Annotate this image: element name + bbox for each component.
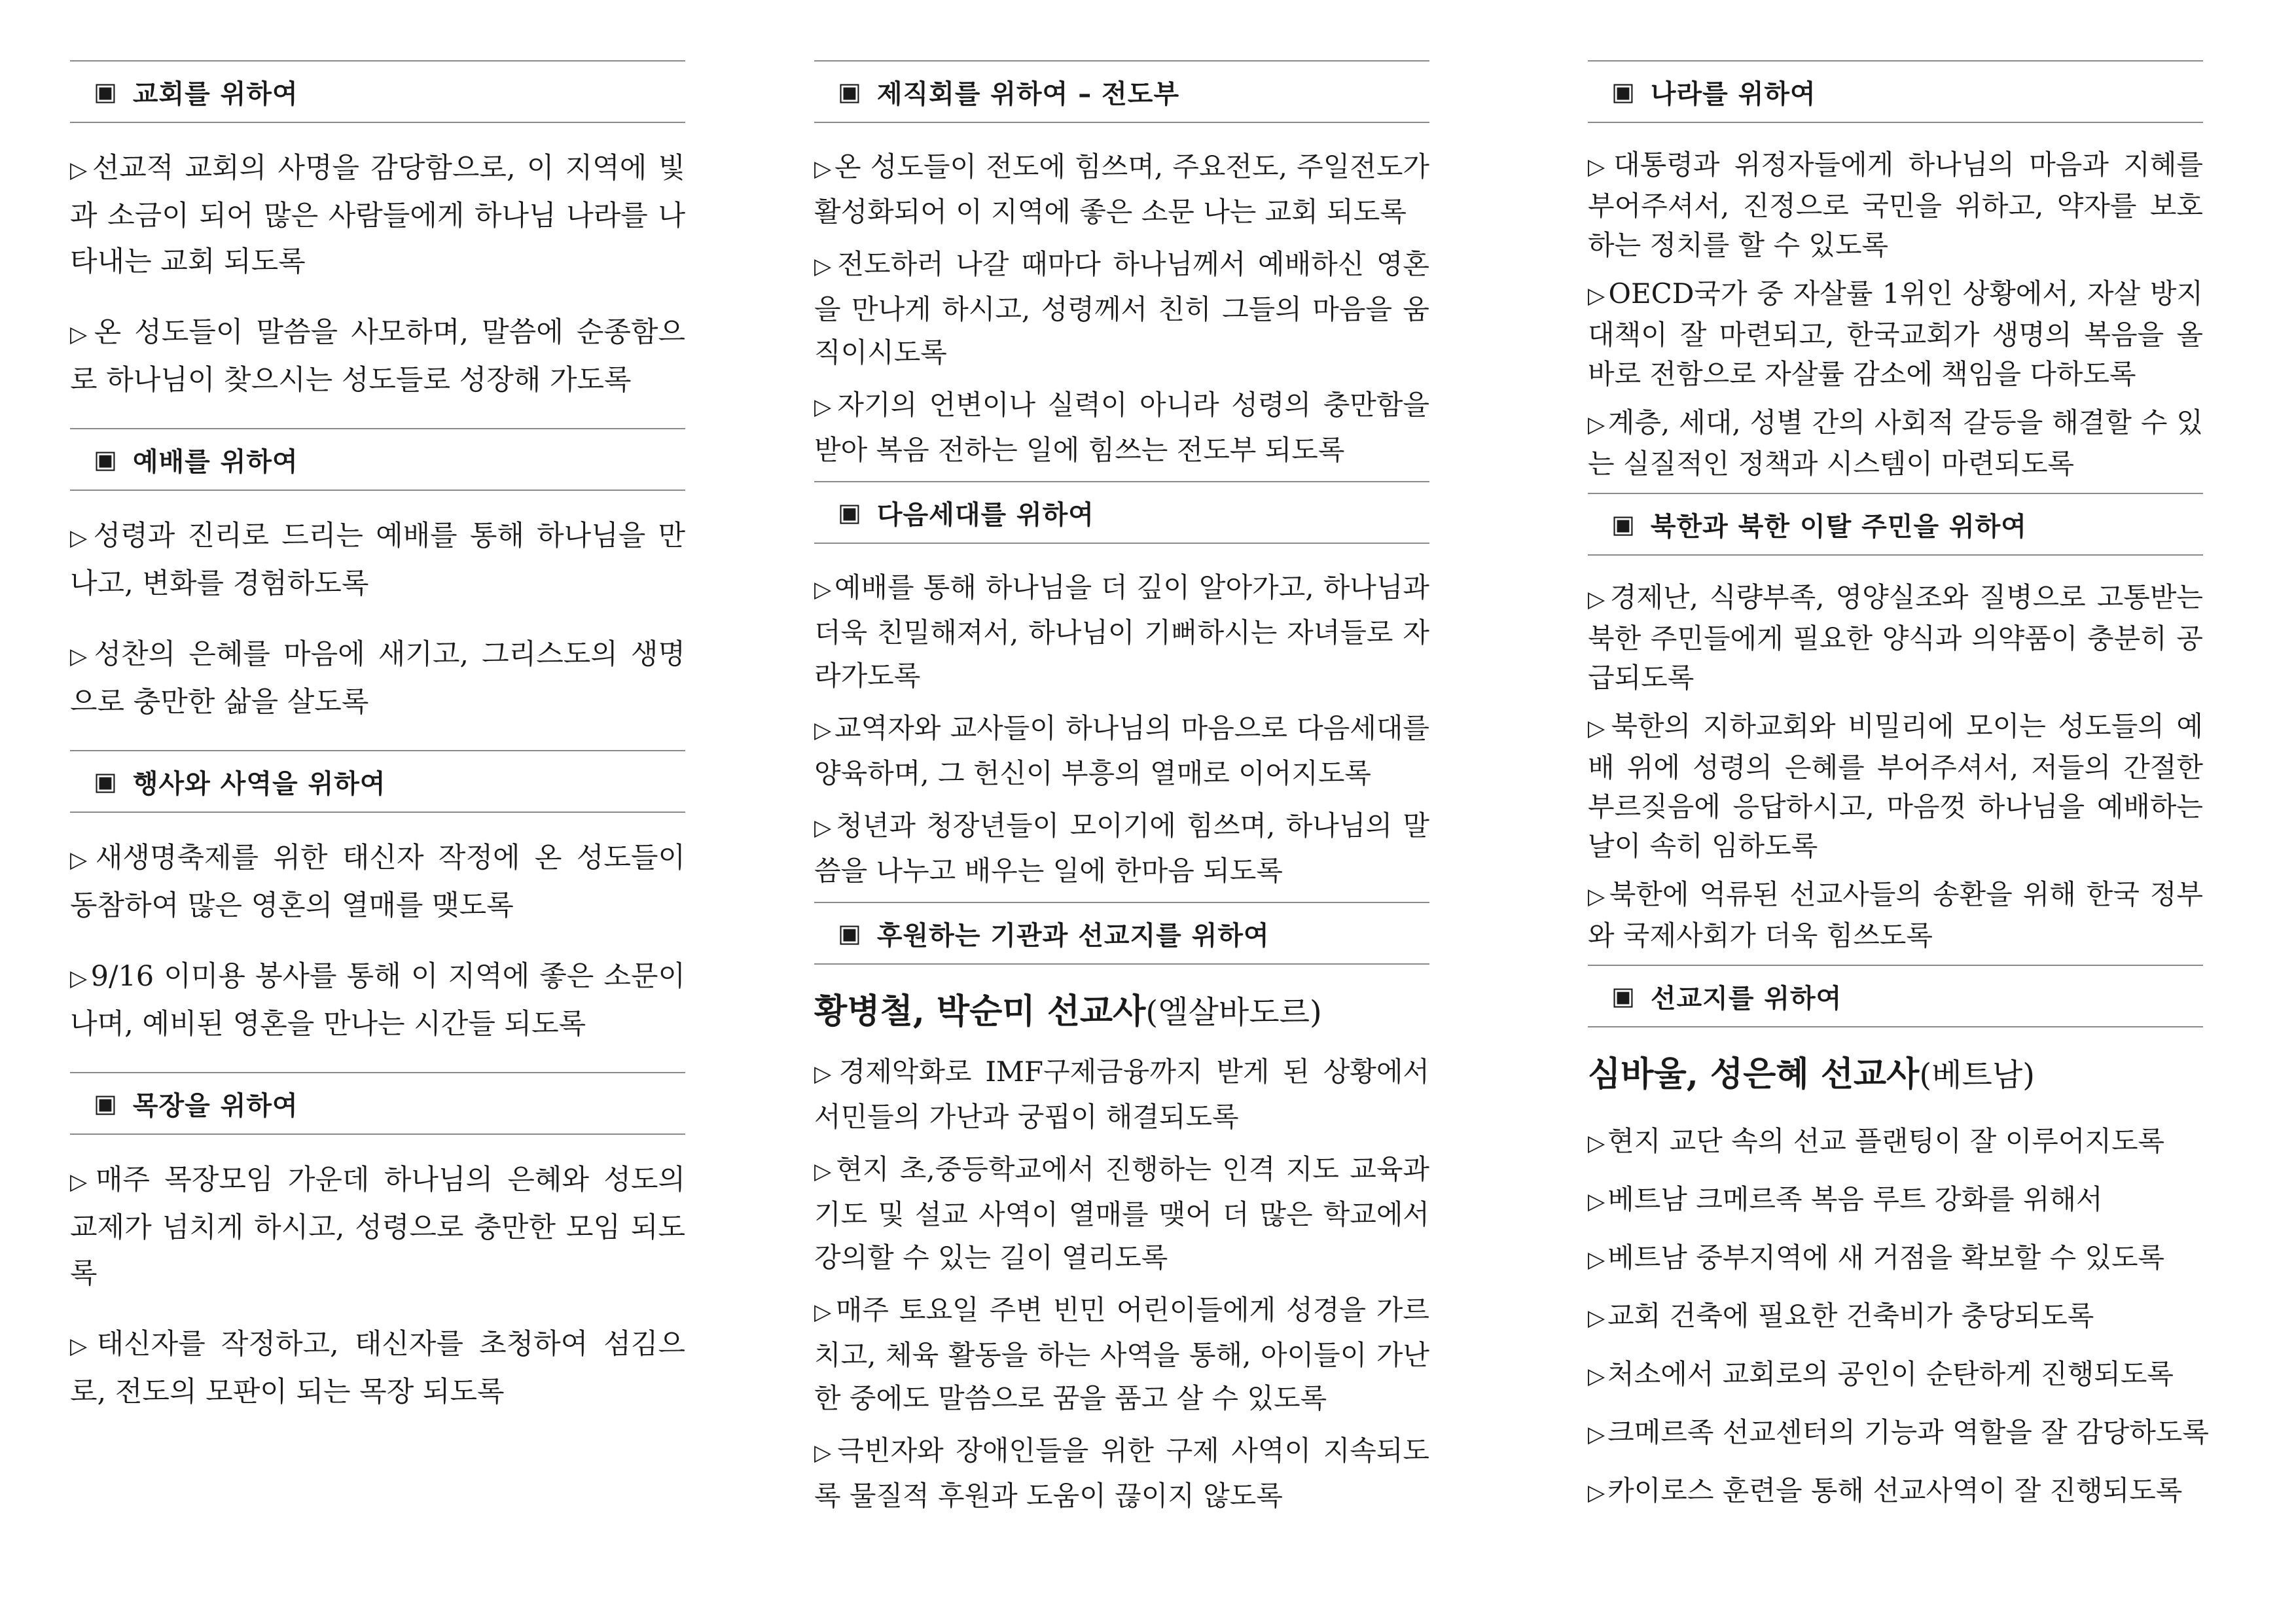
prayer-item: ▷처소에서 교회로의 공인이 순탄하게 진행되도록 [1588,1358,2174,1390]
prayer-item: ▷현지 초,중등학교에서 진행하는 인격 지도 교육과 기도 및 설교 사역이 열매를 맺어 더 많은 학교에서 강의할 수 있는 길이 열리도록 [814,1153,1429,1274]
triangle-bullet-icon: ▷ [814,1158,834,1185]
missionary-location: (베트남) [1919,1057,2035,1094]
prayer-item: ▷9/16 이미용 봉사를 통해 이 지역에 좋은 소문이 나며, 예비된 영혼을 만나는 시간들 되도록 [70,960,686,1041]
triangle-bullet-icon: ▷ [70,847,93,873]
missionary-name: 심바울, 성은혜 선교사(베트남) [1588,1054,2035,1094]
prayer-item: ▷크메르족 선교센터의 기능과 역할을 잘 감당하도록 [1588,1416,2209,1448]
prayer-item: ▷성령과 진리로 드리는 예배를 통해 하나님을 만나고, 변화를 경험하도록 [70,520,685,600]
triangle-bullet-icon: ▷ [814,815,834,841]
triangle-bullet-icon: ▷ [1588,154,1611,180]
prayer-item: ▷계층, 세대, 성별 간의 사회적 갈등을 해결할 수 있는 실질적인 정책과 시스템이 마련되도록 [1588,406,2204,480]
prayer-item: ▷베트남 중부지역에 새 거점을 확보할 수 있도록 [1588,1241,2165,1274]
square-marker-icon: ▣ [838,919,861,948]
missionary-name: 황병철, 박순미 선교사(엘살바도르) [814,991,1322,1031]
section-title: 교회를 위하여 [132,79,298,109]
prayer-item: ▷매주 목장모임 가운데 하나님의 은혜와 성도의 교제가 넘치게 하시고, 성령으로 충만한 모임 되도록 [70,1164,685,1290]
triangle-bullet-icon: ▷ [814,1440,835,1466]
square-marker-icon: ▣ [94,767,117,796]
triangle-bullet-icon: ▷ [70,1333,94,1359]
section-title: 나라를 위하여 [1650,79,1816,109]
triangle-bullet-icon: ▷ [814,1299,833,1325]
square-marker-icon: ▣ [1611,77,1635,106]
triangle-bullet-icon: ▷ [1588,1305,1605,1331]
section-header-mission-field [1588,965,2203,1027]
prayer-item: ▷극빈자와 장애인들을 위한 구제 사역이 지속되도록 물질적 후원과 도움이 끊이지 않도록 [814,1435,1429,1512]
triangle-bullet-icon: ▷ [814,577,832,603]
triangle-bullet-icon: ▷ [1588,1421,1605,1448]
section-header-supported-missions [814,902,1429,965]
missionary-location: (엘살바도르) [1145,994,1322,1031]
prayer-item: ▷교회 건축에 필요한 건축비가 충당되도록 [1588,1300,2094,1332]
section-title: 예배를 위하여 [132,446,298,477]
column-right [1588,60,2209,1521]
section-title: 목장을 위하여 [132,1090,298,1121]
square-marker-icon: ▣ [838,498,861,527]
triangle-bullet-icon: ▷ [1588,412,1605,438]
triangle-bullet-icon: ▷ [814,394,835,420]
section-header-events [70,750,685,813]
section-header-mokjang [70,1072,685,1135]
section-title: 후원하는 기관과 선교지를 위하여 [876,920,1270,951]
prayer-item: ▷자기의 언변이나 실력이 아니라 성령의 충만함을 받아 복음 전하는 일에 힘쓰는 전도부 되도록 [814,389,1429,466]
section-header-deacons [814,60,1429,123]
section-title: 제직회를 위하여 – 전도부 [876,79,1180,109]
prayer-item: ▷카이로스 훈련을 통해 선교사역이 잘 진행되도록 [1588,1474,2183,1507]
prayer-item: ▷청년과 청장년들이 모이기에 힘쓰며, 하나님의 말씀을 나누고 배우는 일에 한마음 되도록 [814,810,1429,887]
prayer-item: ▷경제난, 식량부족, 영양실조와 질병으로 고통받는 북한 주민들에게 필요한 양식과 의약품이 충분히 공급되도록 [1588,581,2203,694]
prayer-item: ▷OECD국가 중 자살률 1위인 상황에서, 자살 방지 대책이 잘 마련되고, 한국교회가 생명의 복음을 올바로 전함으로 자살률 감소에 책임을 다하도록 [1588,277,2203,390]
square-marker-icon: ▣ [94,1089,117,1118]
prayer-item: ▷북한에 억류된 선교사들의 송환을 위해 한국 정부와 국제사회가 더욱 힘쓰도록 [1588,878,2203,952]
triangle-bullet-icon: ▷ [70,321,92,348]
column-middle [814,60,1429,1527]
triangle-bullet-icon: ▷ [1588,283,1606,309]
prayer-item: ▷경제악화로 IMF구제금융까지 받게 된 상황에서 서민들의 가난과 궁핍이 해결되도록 [814,1056,1430,1133]
section-title: 다음세대를 위하여 [876,499,1094,530]
triangle-bullet-icon: ▷ [70,643,92,669]
prayer-item: ▷북한의 지하교회와 비밀리에 모이는 성도들의 예배 위에 성령의 은혜를 부어주셔서, 저들의 간절한 부르짖음에 응답하시고, 마음껏 하나님을 예배하는 날이 속히 임하도록 [1588,710,2203,862]
section-title: 선교지를 위하여 [1650,983,1842,1014]
section-header-worship [70,428,685,491]
triangle-bullet-icon: ▷ [70,1169,93,1195]
triangle-bullet-icon: ▷ [70,525,91,551]
triangle-bullet-icon: ▷ [814,156,832,182]
prayer-item: ▷온 성도들이 말씀을 사모하며, 말씀에 순종함으로 하나님이 찾으시는 성도들로 성장해 가도록 [70,316,686,397]
prayer-item: ▷대통령과 위정자들에게 하나님의 마음과 지혜를 부어주셔서, 진정으로 국민을 위하고, 약자를 보호하는 정치를 할 수 있도록 [1588,149,2203,261]
triangle-bullet-icon: ▷ [70,157,90,183]
triangle-bullet-icon: ▷ [1588,586,1607,613]
section-header-next-generation [814,481,1429,544]
section-header-nation [1588,60,2203,123]
column-left [70,60,685,1440]
square-marker-icon: ▣ [1611,510,1635,539]
square-marker-icon: ▣ [94,445,117,474]
prayer-item: ▷성찬의 은혜를 마음에 새기고, 그리스도의 생명으로 충만한 삶을 살도록 [70,638,686,719]
prayer-item: ▷전도하러 나갈 때마다 하나님께서 예배하신 영혼을 만나게 하시고, 성령께서 친히 그들의 마음을 움직이시도록 [814,248,1429,368]
section-title: 북한과 북한 이탈 주민을 위하여 [1650,511,2027,542]
prayer-item: ▷선교적 교회의 사명을 감당함으로, 이 지역에 빛과 소금이 되어 많은 사람들에게 하나님 나라를 나타내는 교회 되도록 [70,152,685,278]
triangle-bullet-icon: ▷ [1588,1247,1605,1273]
triangle-bullet-icon: ▷ [814,717,833,743]
prayer-item: ▷교역자와 교사들이 하나님의 마음으로 다음세대를 양육하며, 그 헌신이 부흥의 열매로 이어지도록 [814,712,1429,789]
square-marker-icon: ▣ [94,77,117,106]
section-title: 행사와 사역을 위하여 [132,768,386,799]
triangle-bullet-icon: ▷ [1588,1363,1605,1389]
prayer-item: ▷예배를 통해 하나님을 더 깊이 알아가고, 하나님과 더욱 친밀해져서, 하나님이 기뻐하시는 자녀들로 자라가도록 [814,571,1429,692]
prayer-item: ▷온 성도들이 전도에 힘쓰며, 주요전도, 주일전도가 활성화되어 이 지역에 좋은 소문 나는 교회 되도록 [814,151,1429,228]
triangle-bullet-icon: ▷ [1588,1130,1605,1156]
section-header-north-korea [1588,493,2203,556]
prayer-item: ▷베트남 크메르족 복음 루트 강화를 위해서 [1588,1183,2103,1215]
prayer-item: ▷매주 토요일 주변 빈민 어린이들에게 성경을 가르치고, 체육 활동을 하는 사역을 통해, 아이들이 가난한 중에도 말씀으로 꿈을 품고 살 수 있도록 [814,1294,1429,1414]
prayer-item: ▷현지 교단 속의 선교 플랜팅이 잘 이루어지도록 [1588,1125,2165,1157]
section-header-church [70,60,685,123]
square-marker-icon: ▣ [1611,982,1635,1010]
prayer-item: ▷새생명축제를 위한 태신자 작정에 온 성도들이 동참하여 많은 영혼의 열매를 맺도록 [70,842,685,922]
prayer-item: ▷태신자를 작정하고, 태신자를 초청하여 섬김으로, 전도의 모판이 되는 목장 되도록 [70,1328,685,1408]
triangle-bullet-icon: ▷ [814,253,835,279]
triangle-bullet-icon: ▷ [1588,1480,1605,1506]
triangle-bullet-icon: ▷ [70,965,88,991]
triangle-bullet-icon: ▷ [1588,1188,1605,1215]
square-marker-icon: ▣ [838,77,861,106]
triangle-bullet-icon: ▷ [814,1061,836,1087]
triangle-bullet-icon: ▷ [1588,883,1607,910]
triangle-bullet-icon: ▷ [1588,715,1609,741]
